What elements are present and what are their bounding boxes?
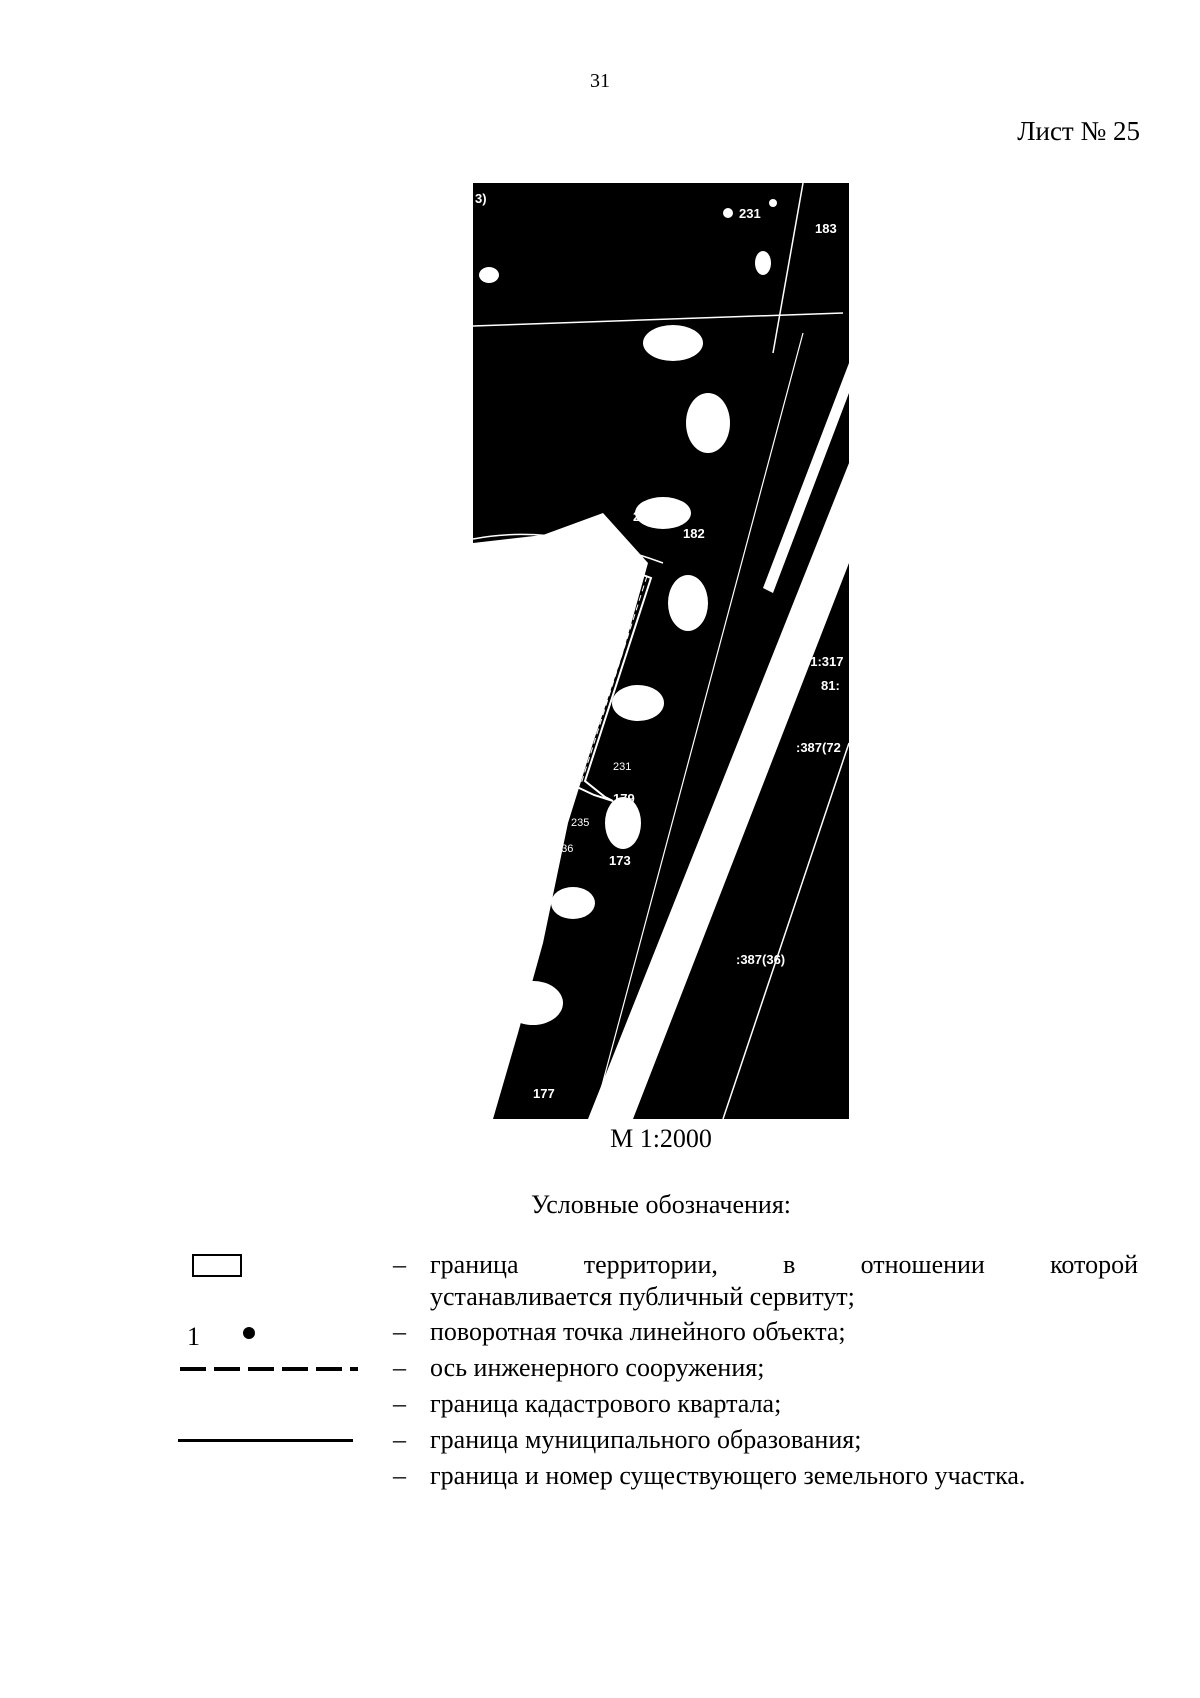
legend-word: граница xyxy=(430,1250,519,1279)
map-label: 235 xyxy=(571,817,590,829)
legend-text: устанавливается публичный сервитут; xyxy=(430,1282,855,1311)
legend-item-engineering-axis xyxy=(0,1353,1200,1387)
legend-text: граница и номер существующего земельного участка. xyxy=(430,1461,1026,1490)
legend-dash: – xyxy=(393,1250,406,1279)
map-label: 3) xyxy=(475,191,487,206)
legend-dash: – xyxy=(393,1389,406,1418)
map-label: 231 xyxy=(739,206,761,221)
map-label: 231 xyxy=(613,761,632,773)
legend-text xyxy=(430,1250,1138,1280)
legend-dash: – xyxy=(393,1353,406,1382)
map-label: 179 xyxy=(613,791,635,806)
map-label: :387(36) xyxy=(736,952,786,967)
legend-item-servitude xyxy=(0,1250,1200,1284)
map-label: 177 xyxy=(533,1086,555,1101)
map-label: 81: xyxy=(821,678,840,693)
map-label: 234 xyxy=(539,783,558,795)
map-drawing xyxy=(473,183,849,1119)
legend-title: Условные обозначения: xyxy=(530,1190,792,1219)
legend-word: которой xyxy=(1050,1250,1138,1279)
legend-item-land-plot xyxy=(0,1461,1200,1495)
legend-text: граница муниципального образования; xyxy=(430,1425,862,1454)
legend-item-servitude-cont xyxy=(0,1282,1200,1316)
legend-item-cadastral-quarter xyxy=(0,1389,1200,1423)
map-label: 81:317 xyxy=(803,654,844,669)
legend-item-municipal xyxy=(0,1425,1200,1459)
point-number-symbol: 1 xyxy=(187,1322,200,1351)
sheet-label: Лист № 25 xyxy=(1017,116,1140,146)
map-label: 236 xyxy=(555,843,574,855)
page-number: 31 xyxy=(590,70,610,92)
legend-text: поворотная точка линейного объекта; xyxy=(430,1317,846,1346)
map-label: 2:7 xyxy=(478,1059,497,1074)
legend-word: территории, xyxy=(583,1250,718,1279)
legend-text: ось инженерного сооружения; xyxy=(430,1353,765,1382)
map-label: 183 xyxy=(815,221,837,236)
legend-text: граница кадастрового квартала; xyxy=(430,1389,782,1418)
map-label: 182 xyxy=(683,526,705,541)
legend-dash: – xyxy=(393,1425,406,1454)
map-label: 232 xyxy=(633,509,655,524)
map-label: 173 xyxy=(609,853,631,868)
cadastral-map xyxy=(473,183,849,1119)
legend-dash: – xyxy=(393,1461,406,1490)
legend-dash: – xyxy=(393,1317,406,1346)
legend-item-turning-point xyxy=(0,1317,1200,1351)
map-scale: М 1:2000 xyxy=(610,1124,712,1153)
legend-word: в xyxy=(783,1250,796,1279)
map-label: :387(72 xyxy=(796,740,841,755)
map-label: 233 xyxy=(554,757,573,769)
legend-word: отношении xyxy=(860,1250,985,1279)
